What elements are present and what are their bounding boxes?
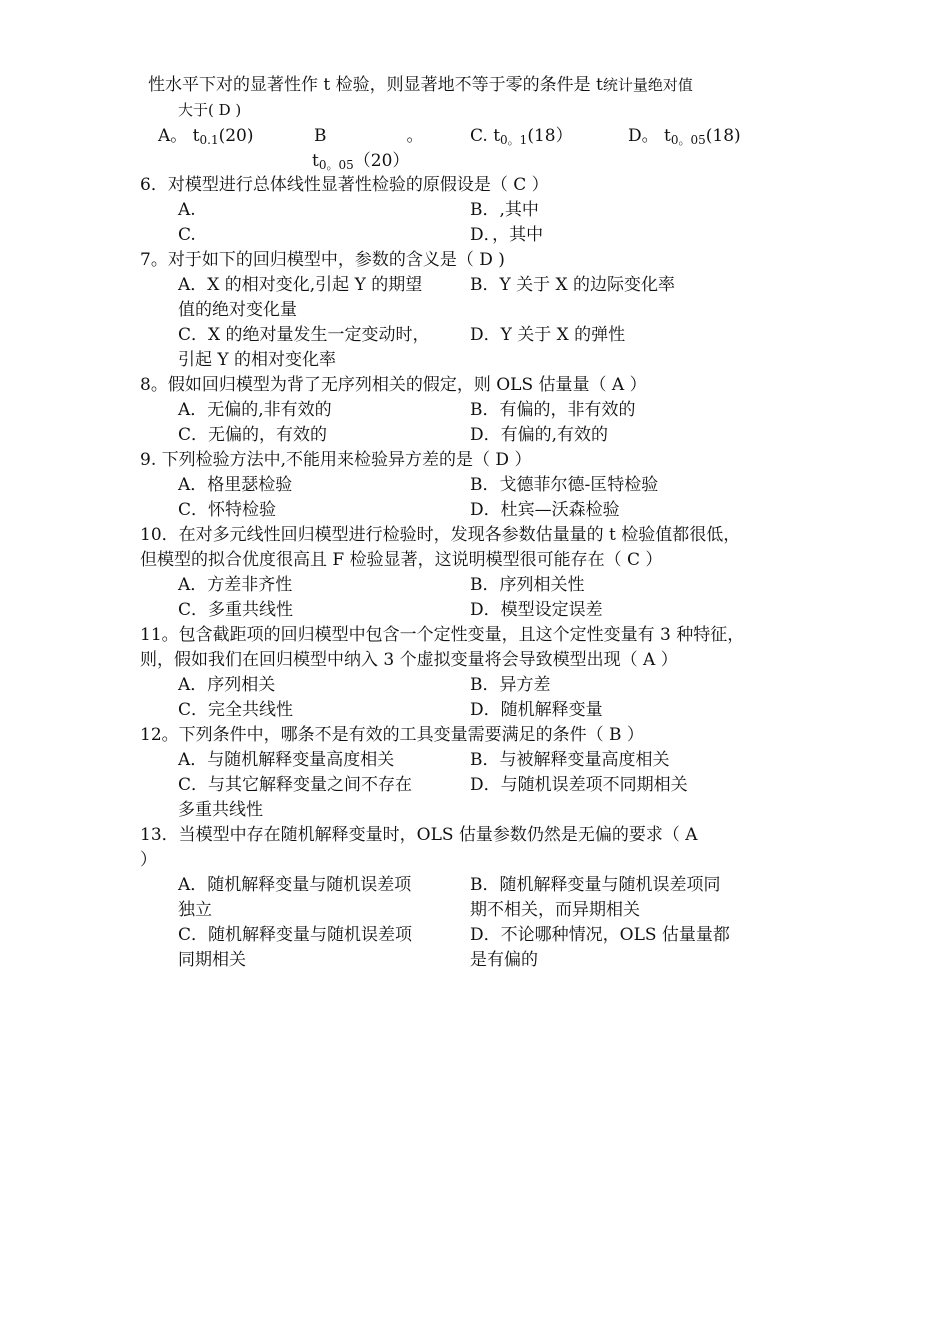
q10-option-a: A．方差非齐性 [178, 575, 293, 595]
q10-option-d: D．模型设定误差 [470, 600, 603, 620]
q10-stem-line2: 但模型的拟合优度很高且 F 检验显著，这说明模型很可能存在（ C ） [140, 550, 663, 570]
q5-option-c: C. t0。1(18） [470, 126, 573, 147]
q5-option-d: D。 t0。05(18) [628, 126, 741, 147]
q12-option-a: A．与随机解释变量高度相关 [178, 750, 395, 770]
q13-option-b-line2: 期不相关，而异期相关 [470, 900, 640, 920]
q6-stem: 6．对模型进行总体线性显著性检验的原假设是（ C ） [140, 175, 549, 195]
q10-stem-line1: 10．在对多元线性回归模型进行检验时，发现各参数估量量的 t 检验值都很低， [140, 525, 741, 545]
q9-option-c: C．怀特检验 [178, 500, 277, 520]
q9-option-d: D．杜宾—沃森检验 [470, 500, 620, 520]
q7-option-c-line1: C．X 的绝对量发生一定变动时， [178, 325, 430, 345]
q13-option-a-line1: A．随机解释变量与随机误差项 [178, 875, 412, 895]
q7-option-b: B．Y 关于 X 的边际变化率 [470, 275, 676, 295]
q7-stem: 7。对于如下的回归模型中，参数的含义是（ D ) [140, 250, 505, 270]
q12-option-c-line1: C．与其它解释变量之间不存在 [178, 775, 413, 795]
q11-option-a: A．序列相关 [178, 675, 276, 695]
q7-option-d: D．Y 关于 X 的弹性 [470, 325, 626, 345]
q5-option-a: A。 t0.1(20) [158, 126, 254, 147]
q13-option-d-line2: 是有偏的 [470, 950, 538, 970]
q7-option-a-line2: 值的绝对变化量 [178, 300, 297, 320]
q8-option-c: C．无偏的，有效的 [178, 425, 328, 445]
q8-stem: 8。假如回归模型为背了无序列相关的假定，则 OLS 估量量（ A ） [140, 375, 647, 395]
q11-option-d: D．随机解释变量 [470, 700, 603, 720]
q11-stem-line1: 11。包含截距项的回归模型中包含一个定性变量，且这个定性变量有 3 种特征， [140, 625, 745, 645]
q12-stem: 12。下列条件中，哪条不是有效的工具变量需要满足的条件（ B ） [140, 725, 644, 745]
q6-option-c: C. [178, 225, 196, 245]
q9-option-b: B．戈德菲尔德-匡特检验 [470, 475, 659, 495]
q13-stem-line2: ） [140, 850, 157, 870]
q10-option-c: C．多重共线性 [178, 600, 294, 620]
q5-stem-line1: 性水平下对的显著性作 t 检验，则显著地不等于零的条件是 t统计量绝对值 [148, 75, 693, 95]
q5-option-b: B 。 [314, 126, 424, 146]
q13-option-c-line2: 同期相关 [178, 950, 246, 970]
q13-stem-line1: 13．当模型中存在随机解释变量时，OLS 估量参数仍然是无偏的要求（ A [140, 825, 698, 845]
q11-stem-line2: 则，假如我们在回归模型中纳入 3 个虚拟变量将会导致模型出现（ A ） [140, 650, 678, 670]
q12-option-d: D．与随机误差项不同期相关 [470, 775, 688, 795]
q13-option-c-line1: C．随机解释变量与随机误差项 [178, 925, 413, 945]
q8-option-d: D．有偏的,有效的 [470, 425, 609, 445]
q13-option-b-line1: B．随机解释变量与随机误差项同 [470, 875, 721, 895]
q5-stem-line2: 大于( D ) [178, 101, 242, 119]
q11-option-c: C．完全共线性 [178, 700, 294, 720]
q13-option-d-line1: D．不论哪种情况，OLS 估量量都 [470, 925, 730, 945]
q5-stem-line1-small: 统计量绝对值 [602, 76, 693, 94]
q5-option-b-line2: t0。05（20） [312, 151, 410, 172]
q9-option-a: A．格里瑟检验 [178, 475, 293, 495]
q12-option-c-line2: 多重共线性 [178, 800, 263, 820]
q9-stem: 9. 下列检验方法中,不能用来检验异方差的是（ D ） [140, 450, 532, 470]
q12-option-b: B．与被解释变量高度相关 [470, 750, 670, 770]
q7-option-c-line2: 引起 Y 的相对变化率 [178, 350, 337, 370]
q10-option-b: B．序列相关性 [470, 575, 585, 595]
q8-option-a: A．无偏的,非有效的 [178, 400, 332, 420]
q13-option-a-line2: 独立 [178, 900, 212, 920]
q6-option-b: B．,其中 [470, 200, 539, 220]
q8-option-b: B．有偏的，非有效的 [470, 400, 636, 420]
q7-option-a-line1: A．X 的相对变化,引起 Y 的期望 [178, 275, 423, 295]
q6-option-d: D．，其中 [470, 225, 544, 245]
q6-option-a: A. [178, 200, 196, 220]
q11-option-b: B．异方差 [470, 675, 551, 695]
